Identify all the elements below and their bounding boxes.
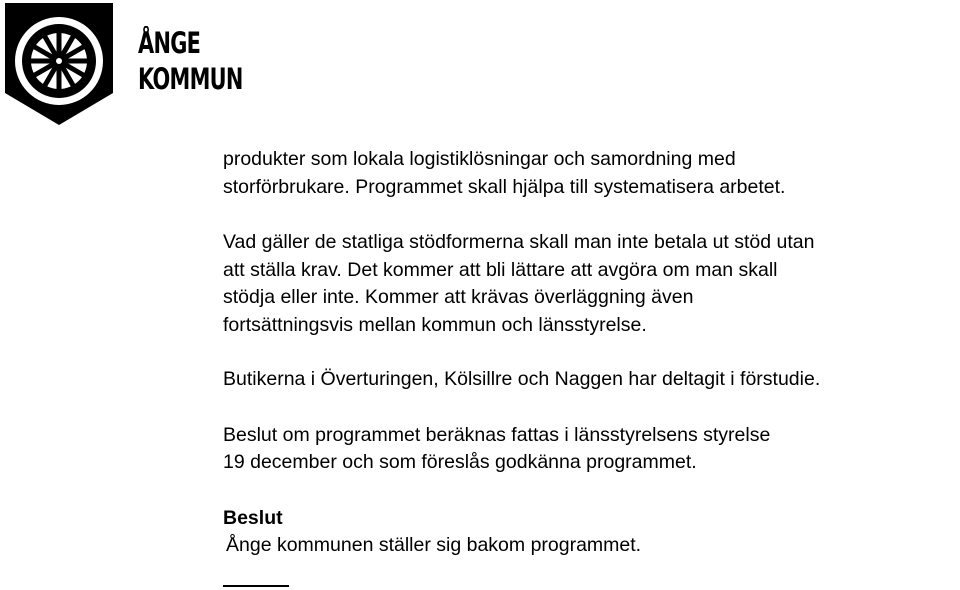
paragraph-products: produkter som lokala logistiklösningar och samordning med storförbrukare. Programmet skall hjälpa till systematisera arbetet. — [223, 148, 786, 198]
end-rule — [223, 585, 289, 587]
wheel-crest-icon — [5, 3, 113, 125]
decision-heading: Beslut — [223, 506, 283, 529]
logo-wordmark — [138, 25, 243, 97]
paragraph-decision-date: Beslut om programmet beräknas fattas i länsstyrelsens styrelse 19 december och som föreslås godkänna programmet. — [223, 423, 771, 473]
decision-text: Ånge kommunen ställer sig bakom programmet. — [226, 534, 642, 556]
logo-line-kommun: KOMMUN — [138, 62, 243, 96]
document-body — [223, 146, 955, 560]
logo-line-ange: ÅNGE — [138, 26, 201, 60]
paragraph-shops: Butikerna i Överturingen, Kölsillre och Naggen har deltagit i förstudie. — [223, 368, 821, 390]
municipality-logo — [5, 3, 245, 125]
paragraph-state-support: Vad gäller de statliga stödformerna skall man inte betala ut stöd utan att ställa krav. Det kommer att bli lättare att avgöra om man skall stödja eller inte. Kommer att krävas överläggning även fortsättningsvis mellan kommun och länsstyrelse. — [223, 231, 815, 336]
